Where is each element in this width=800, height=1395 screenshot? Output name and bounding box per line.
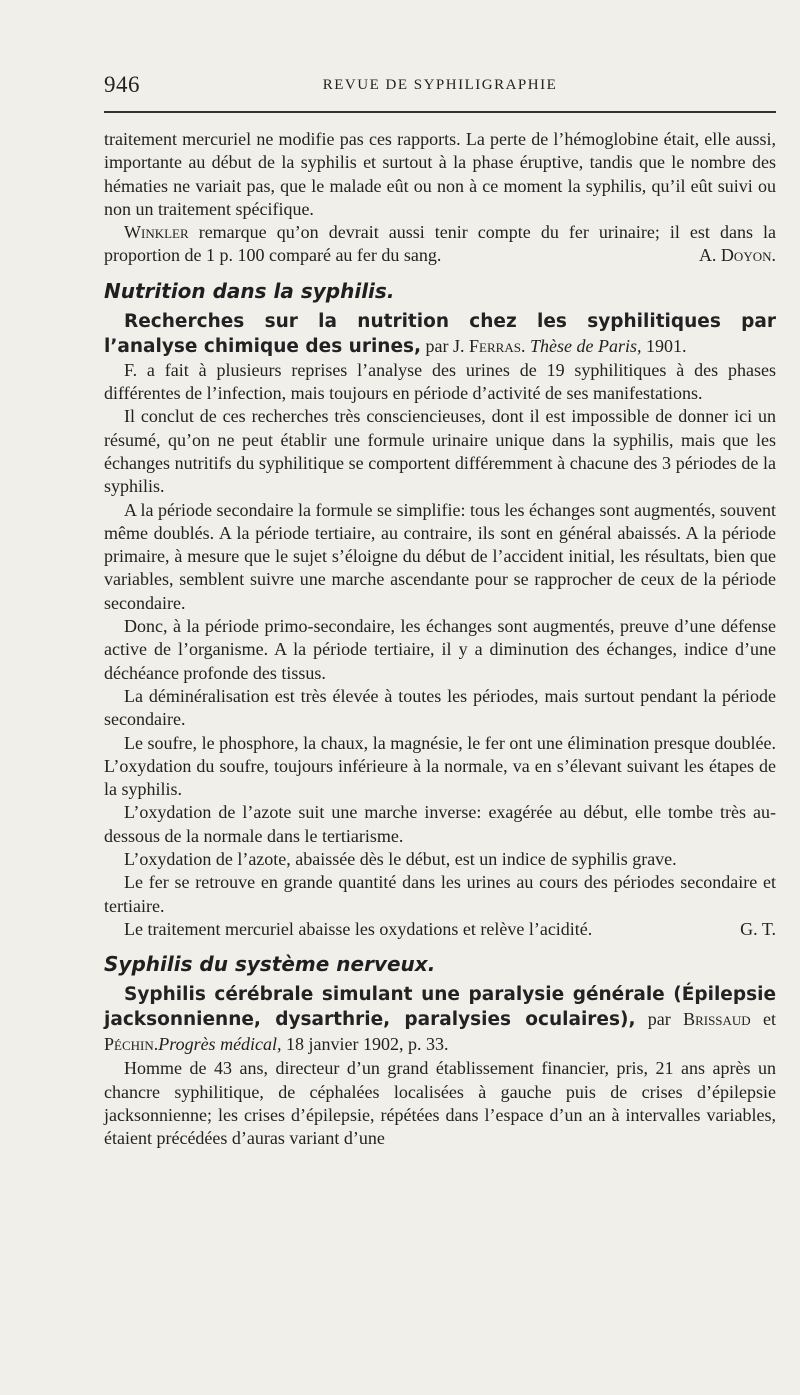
article-title-syphilis-cerebrale bbox=[104, 982, 776, 1057]
reference-date: 18 janvier 1902, p. 33. bbox=[281, 1034, 449, 1055]
reference-italic: Progrès médical, bbox=[158, 1034, 282, 1055]
author-name: Winkler bbox=[124, 222, 189, 243]
separator: . bbox=[520, 335, 530, 356]
paragraph: Il conclut de ces recherches très consciencieuses, dont il est impossible de donner ici un résumé, qu’on ne peut établir une formule urinaire unique dans la syphilis, mais que les échanges nutritifs du syphilitique se comportent différemment à chacune des 3 périodes de la syphilis. bbox=[104, 406, 776, 497]
paragraph-text: Le traitement mercuriel abaisse les oxydations et relève l’acidité. bbox=[124, 918, 593, 939]
paragraph: La déminéralisation est très élevée à toutes les périodes, mais surtout pendant la période secondaire. bbox=[104, 685, 776, 730]
paragraph: traitement mercuriel ne modifie pas ces rapports. La perte de l’hémoglobine était, elle aussi, importante au début de la syphilis et surtout à la phase éruptive, tandis que le nombre des hématies ne variait pas, que le malade eût ou non à ce moment la syphilis, qu’il eût suivi ou non un traitement spécifique. bbox=[104, 129, 776, 219]
section-heading-nutrition: Nutrition dans la syphilis. bbox=[104, 278, 395, 303]
section-nutrition-paragraphs bbox=[104, 359, 776, 918]
header-rule bbox=[104, 111, 776, 113]
author-name: Péchin bbox=[104, 1034, 154, 1055]
article-title-text: Syphilis cérébrale simulant une paralysie générale (Épilepsie jacksonnienne, dysarthrie, paralysies oculaires), bbox=[104, 984, 776, 1031]
paragraph: L’oxydation de l’azote, abaissée dès le début, est un indice de syphilis grave. bbox=[124, 849, 677, 870]
article-title-nutrition bbox=[104, 309, 776, 359]
paragraph: L’oxydation de l’azote suit une marche inverse: exagérée au début, elle tombe très au-dessous de la normale dans le tertiarisme. bbox=[104, 802, 776, 846]
author-name: Ferras bbox=[469, 335, 521, 356]
signature: G. T. bbox=[740, 918, 776, 939]
section-heading-nervous-system: Syphilis du système nerveux. bbox=[104, 952, 436, 977]
article-title-text: Recherches sur la nutrition chez les syphilitiques par l’analyse chimique des urines, bbox=[104, 310, 776, 357]
and-text: et bbox=[750, 1009, 776, 1030]
paragraph: A la période secondaire la formule se simplifie: tous les échanges sont augmentés, souvent même doublés. A la période tertiaire, au contraire, ils sont en général abaissés. A la période primaire, à mesure que le sujet s’éloigne du début de l’accident initial, les résultats, bien que variables, semblent suivre une marche ascendante pour se rapprocher de ceux de la période secondaire. bbox=[104, 499, 776, 613]
reference-year: 1901. bbox=[641, 335, 687, 356]
separator: . bbox=[153, 1034, 159, 1055]
paragraph: Le soufre, le phosphore, la chaux, la magnésie, le fer ont une élimination presque doublée. L’oxydation du soufre, toujours inférieure à la normale, va en s’élevant suivant les étapes de la syphilis. bbox=[104, 732, 776, 800]
paragraph: Le fer se retrouve en grande quantité dans les urines au cours des périodes secondaire et tertiaire. bbox=[104, 872, 776, 916]
paragraph: Donc, à la période primo-secondaire, les échanges sont augmentés, preuve d’une défense active de l’organisme. A la période tertiaire, il y a diminution des échanges, indice d’une déchéance profonde des tissus. bbox=[104, 616, 776, 683]
running-title: REVUE DE SYPHILIGRAPHIE bbox=[322, 77, 558, 93]
body-text bbox=[104, 128, 776, 1150]
page-number: 946 bbox=[104, 72, 140, 97]
by-text: par J. bbox=[421, 335, 470, 356]
running-head bbox=[104, 72, 776, 100]
author-name: Brissaud bbox=[683, 1009, 751, 1030]
paragraph: Homme de 43 ans, directeur d’un grand établissement financier, pris, 21 ans après un chancre syphilitique, de céphalées localisées à gauche puis de crises d’épilepsie jacksonnienne; les crises d’épilepsie, répétées dans l’espace d’un an à intervalles variables, étaient précédées d’auras variant d’une bbox=[104, 1058, 776, 1149]
by-text: par bbox=[635, 1009, 684, 1030]
paragraph-last bbox=[104, 918, 776, 941]
paragraph: F. a fait à plusieurs reprises l’analyse des urines de 19 syphilitiques à des phases différentes de l’infection, mais toujours en période d’activité de ses manifestations. bbox=[104, 359, 776, 404]
reference-italic: Thèse de Paris, bbox=[529, 335, 642, 356]
signature: A. Doyon. bbox=[698, 245, 776, 266]
paragraph-text: remarque qu’on devrait aussi tenir compte du fer urinaire; il est dans la proportion de 1 p. 100 comparé au fer du sang. bbox=[104, 222, 776, 266]
paragraph-winkler bbox=[104, 221, 776, 268]
